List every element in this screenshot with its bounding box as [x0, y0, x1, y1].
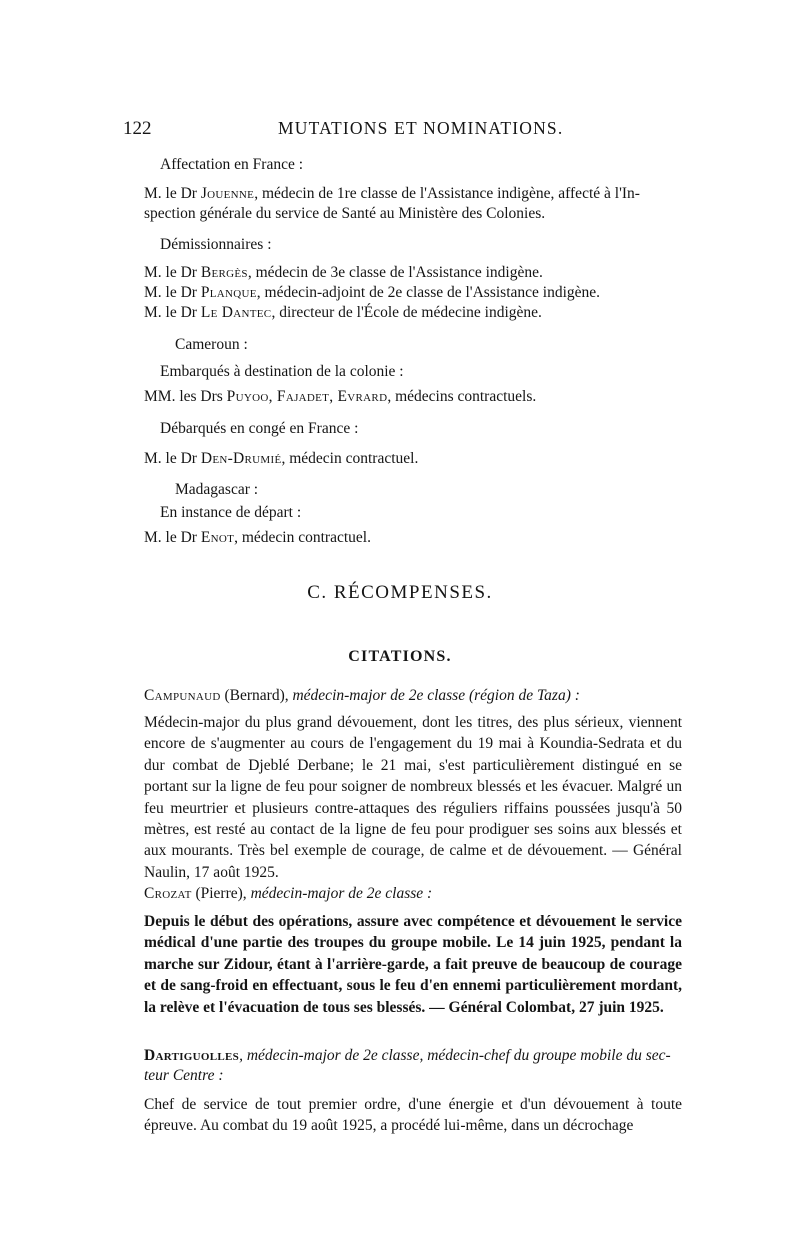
madagascar-instance: En instance de départ : — [160, 504, 302, 521]
affectation-heading: Affectation en France : — [160, 156, 304, 173]
person-name: Den-Drumié — [200, 450, 282, 467]
person-name: Jouenne — [200, 185, 255, 202]
person-name: Enot — [200, 529, 235, 546]
cameroun-line-1: MM. les Drs Puyoo, Fajadet, Evrard, médecins contractuels. — [144, 388, 537, 405]
citation-text: Chef de service de tout premier ordre, d'une énergie et d'un dévouement à toute épreuve. Au combat du 19 août 1925, a procédé lui-même, dans un décrochage — [144, 1096, 682, 1135]
person-name: Crozat — [144, 885, 192, 902]
citation-text: Depuis le début des opérations, assure avec compétence et dévouement le service médical d'une partie des troupes du groupe mobile. Le 14 juin 1925, pendant la marche sur Zidour, étant à l'arrière-garde, a fait preuve de beaucoup de courage et de sang-froid en effectuant, sous le feu d'en ennemi particulièrement mordant, la relève et l'évacuation de tous ses blessés. — Général Colombat, 27 juin 1925. — [144, 913, 682, 1016]
citation-heading: Campunaud (Bernard), médecin-major de 2e classe (région de Taza) : — [144, 687, 580, 704]
person-name: Planque — [200, 284, 257, 301]
cameroun-debarques: Débarqués en congé en France : — [160, 420, 359, 437]
affectation-line-1: M. le Dr Jouenne, médecin de 1re classe de l'Assistance indigène, affecté à l'In- — [144, 185, 640, 202]
person-name: Campunaud — [144, 687, 221, 704]
demission-line-1: M. le Dr Bergès, médecin de 3e classe de l'Assistance indigène. — [144, 264, 543, 281]
demission-line-2: M. le Dr Planque, médecin-adjoint de 2e classe de l'Assistance indigène. — [144, 284, 601, 301]
person-name: Puyoo, Fajadet, Evrard — [226, 388, 388, 405]
page-number: 122 — [123, 118, 152, 139]
affectation-line-2: spection générale du service de Santé au Ministère des Colonies. — [144, 205, 546, 222]
demissionnaires-heading: Démissionnaires : — [160, 236, 272, 253]
subsection-title: CITATIONS. — [348, 648, 452, 665]
citation-text: Médecin-major du plus grand dévouement, dont les titres, des plus sérieux, viennent encore de s'augmenter au cours de l'engagement du 19 mai à Koundia-Sedrata et du dur combat de Djeblé Derbane; le 21 mai, s'est particulièrement distingué en se portant sur la ligne de feu pour soigner de nombreux blessés et les évacuer. Malgré un feu meurtrier et plusieurs contre-attaques des réguliers riffains poussées jusqu'à 50 mètres, est resté au contact de la ligne de feu pour prodiguer ses soins aux blessés et aux mourants. Très bel exemple de courage, de calme et de dévouement. — Général Naulin, 17 août 1925. — [144, 714, 682, 881]
person-name: Bergès — [200, 264, 248, 281]
citation-heading-cont: teur Centre : — [144, 1067, 224, 1084]
madagascar-line-1: M. le Dr Enot, médecin contractuel. — [144, 529, 371, 546]
madagascar-heading: Madagascar : — [175, 481, 259, 498]
cameroun-embarques: Embarqués à destination de la colonie : — [160, 363, 404, 380]
person-name: Le Dantec — [200, 304, 272, 321]
cameroun-heading: Cameroun : — [175, 336, 248, 353]
person-name: Dartiguolles — [144, 1047, 240, 1064]
running-title: MUTATIONS ET NOMINATIONS. — [278, 118, 564, 138]
cameroun-line-2: M. le Dr Den-Drumié, médecin contractuel. — [144, 450, 419, 467]
page-header — [123, 118, 680, 144]
citation-heading: Dartiguolles, médecin-major de 2e classe, médecin-chef du groupe mobile du sec- — [144, 1047, 671, 1064]
demission-line-3: M. le Dr Le Dantec, directeur de l'École de médecine indigène. — [144, 304, 542, 321]
citation-heading: Crozat (Pierre), médecin-major de 2e classe : — [144, 885, 433, 902]
section-title: C. RÉCOMPENSES. — [307, 582, 493, 603]
